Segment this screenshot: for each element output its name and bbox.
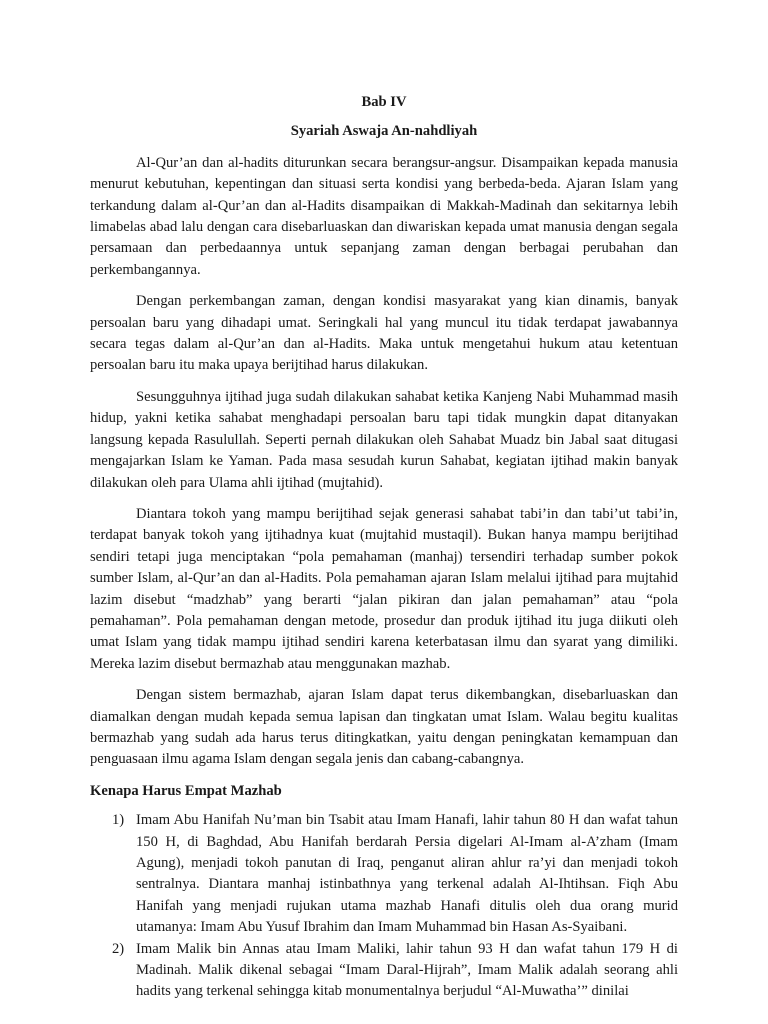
chapter-heading: Bab IV (361, 94, 407, 110)
list-item-text: Imam Abu Hanifah Nu’man bin Tsabit atau Imam Hanafi, lahir tahun 80 H dan wafat tahun 150 H, di Baghdad, Abu Hanifah berdarah Persia digelari Al-Imam al-A’zham (Imam Agung), menjadi tokoh panutan di Iraq, penganut aliran ahlur ra’yi dan menjadi tokoh sentralnya. Diantara manhaj istinbathnya yang terkenal adalah Al-Ihtihsan. Fiqh Abu Hanifah yang menjadi rujukan utama mazhab Hanafi ditulis oleh dua orang murid utamanya: Imam Abu Yusuf Ibrahim dan Imam Muhammad bin Hasan As-Syaibani. (136, 812, 678, 936)
paragraph: Diantara tokoh yang mampu berijtihad sejak generasi sahabat tabi’in dan tabi’ut tabi’in, terdapat banyak tokoh yang ijtihadnya kuat (mujtahid mustaqil). Bukan hanya mampu berijtihad sendiri tetapi juga menciptakan “pola pemahaman (manhaj) tersendiri terhadap sumber pokok sumber Islam, al-Qur’an dan al-Hadits. Pola pemahaman ajaran Islam melalui ijtihad para mujtahid lazim disebut “madzhab” yang berarti “jalan pikiran dan jalan pemahaman” atau “pola pemahaman”. Pola pemahaman dengan metode, prosedur dan produk ijtihad itu juga diikuti oleh umat Islam yang tidak mampu ijtihad sendiri karena keterbatasan ilmu dan syarat yang dimiliki. Mereka lazim disebut bermazhab atau menggunakan mazhab. (90, 505, 678, 672)
list-item (90, 810, 678, 938)
list-item (90, 939, 678, 1003)
paragraph: Dengan perkembangan zaman, dengan kondisi masyarakat yang kian dinamis, banyak persoalan baru yang dihadapi umat. Seringkali hal yang muncul itu tidak terdapat jawabannya secara tegas dalam al-Qur’an dan al-Hadits. Maka untuk mengetahui hukum atau ketentuan persoalan baru itu maka upaya berijtihad harus dilakukan. (90, 293, 678, 374)
paragraph: Dengan sistem bermazhab, ajaran Islam dapat terus dikembangkan, disebarluaskan dan diamalkan dengan mudah kepada semua lapisan dan tingkatan umat Islam. Walau begitu kualitas bermazhab yang sudah ada harus terus ditingkatkan, yaitu dengan peningkatan kemampuan dan penguasaan ilmu agama Islam dengan segala jenis dan cabang-cabangnya. (90, 687, 678, 768)
document-title: Syariah Aswaja An-nahdliyah (290, 123, 478, 140)
paragraph: Al-Qur’an dan al-hadits diturunkan secara berangsur-angsur. Disampaikan kepada manusia menurut kebutuhan, kepentingan dan situasi serta kondisi yang berbeda-beda. Ajaran Islam yang terkandung dalam al-Qur’an dan al-Hadits disampaikan di Makkah-Madinah dan sekitarnya lebih limabelas abad lalu dengan cara disebarluaskan dan diwariskan kepada umat manusia dengan segala persamaan dan perbedaannya untuk sepanjang zaman dengan berbagai perubahan dan perkembangannya. (90, 154, 678, 278)
section-heading: Kenapa Harus Empat Mazhab (90, 782, 282, 799)
list-item-number: 2) (112, 940, 125, 957)
list-item-text: Imam Malik bin Annas atau Imam Maliki, lahir tahun 93 H dan wafat tahun 179 H di Madinah. Malik dikenal sebagai “Imam Daral-Hijrah”, Imam Malik adalah seorang ahli hadits yang terkenal sehingga kitab monumentalnya berjudul “Al-Muwatha’” dinilai (136, 940, 678, 1000)
imam-list (90, 810, 678, 1003)
paragraph: Sesungguhnya ijtihad juga sudah dilakukan sahabat ketika Kanjeng Nabi Muhammad masih hidup, yakni ketika sahabat menghadapi persoalan baru tapi tidak mungkin dapat ditanyakan langsung kepada Rasulullah. Seperti pernah dilakukan oleh Sahabat Muadz bin Jabal saat ditugasi mengajarkan Islam ke Yaman. Pada masa sesudah kurun Sahabat, kegiatan ijtihad makin banyak dilakukan oleh para Ulama ahli ijtihad (mujtahid). (90, 388, 678, 491)
list-item-number: 1) (112, 812, 125, 829)
